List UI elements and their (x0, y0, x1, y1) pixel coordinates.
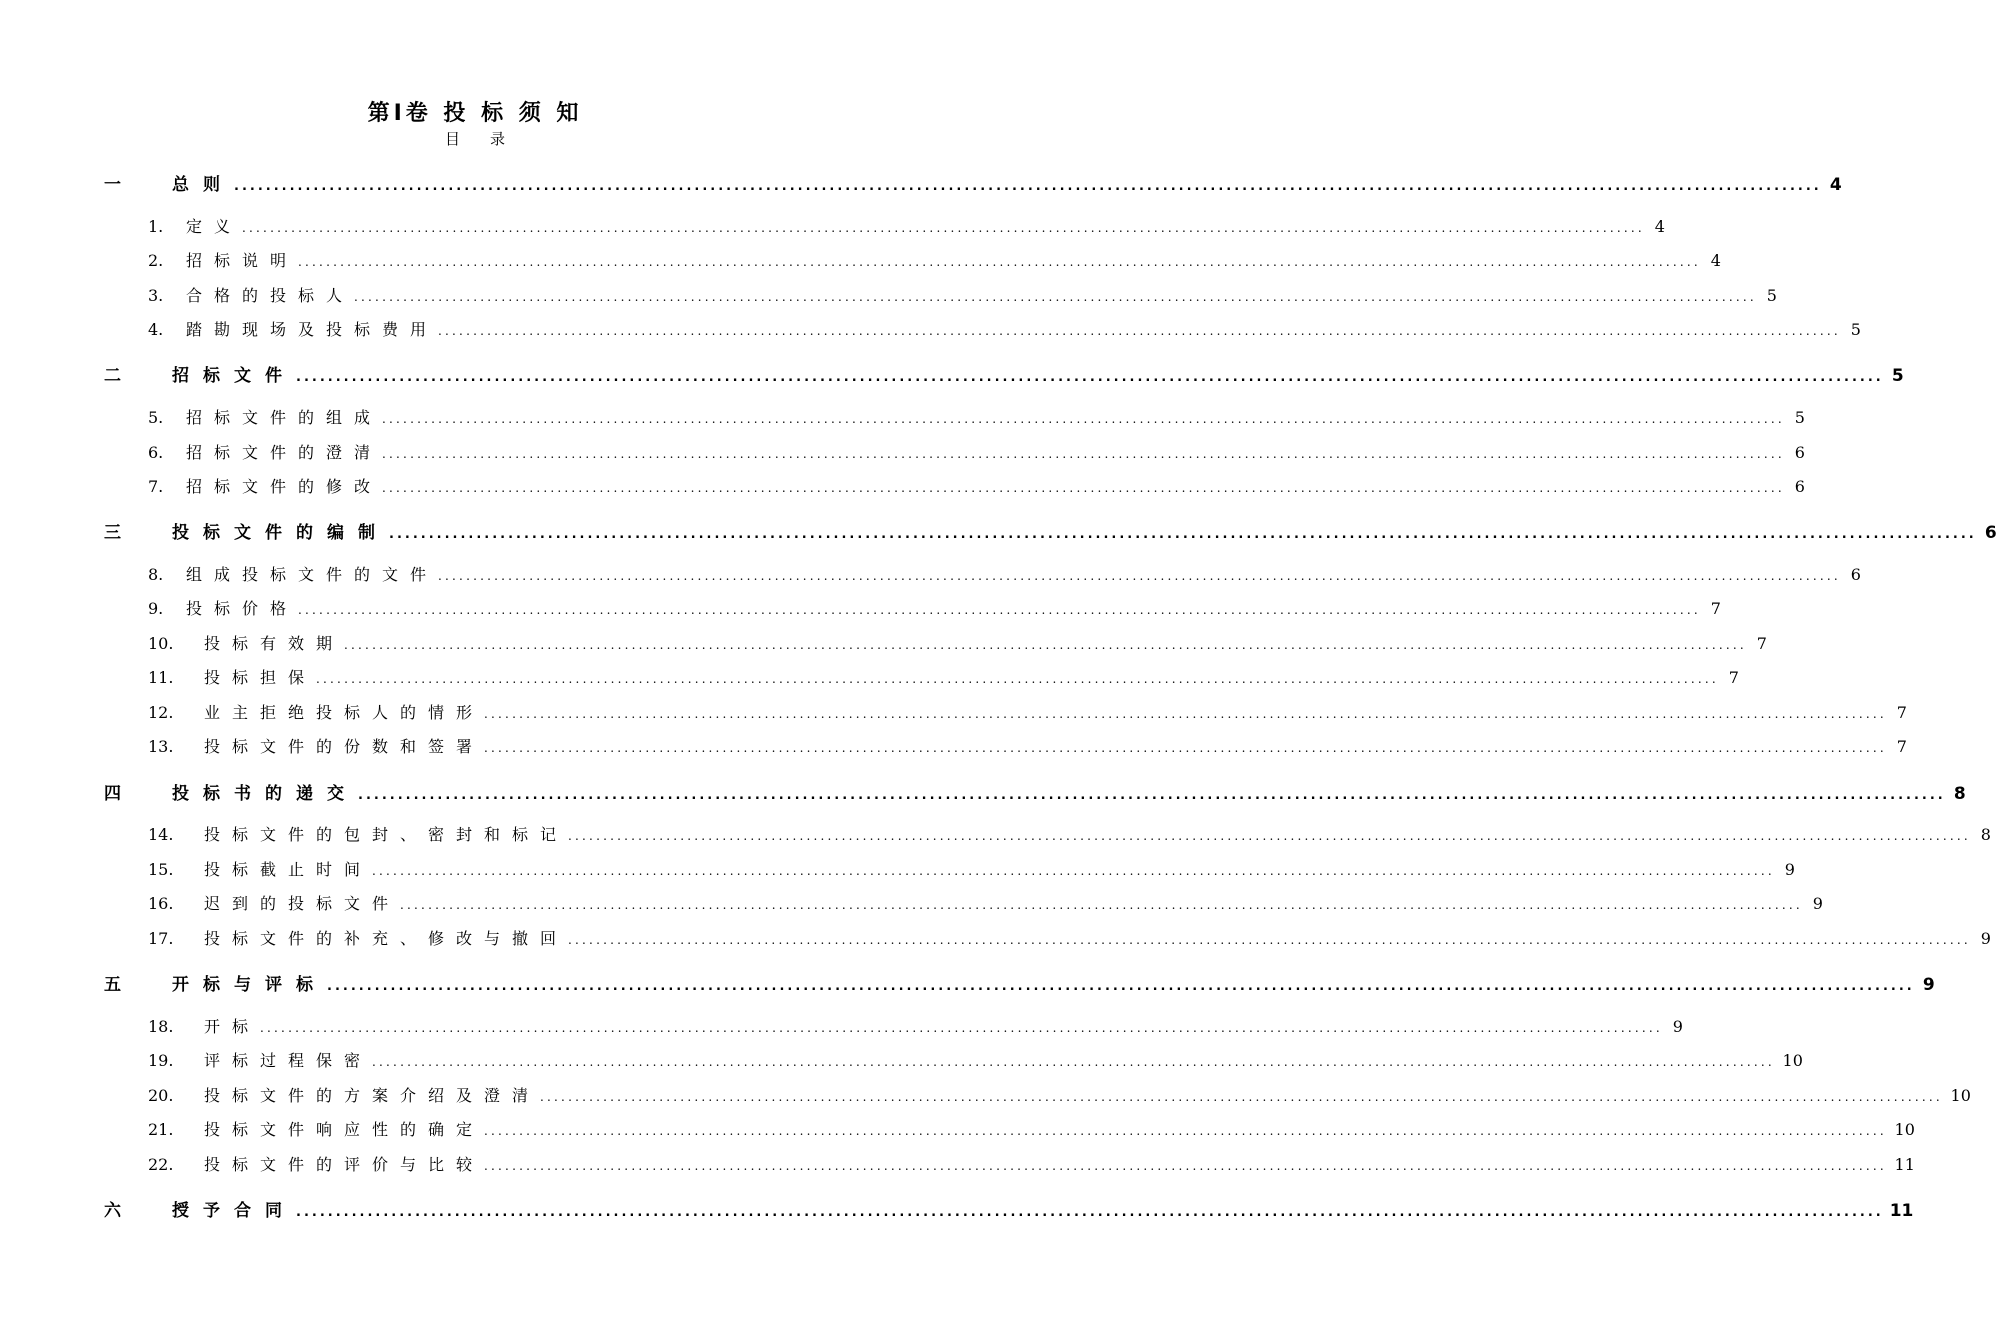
entry-number: 17. (148, 929, 174, 948)
entry-title: 投标文件的份数和签署 (204, 737, 485, 756)
toc-entry-row[interactable] (148, 734, 1907, 757)
page-number: 4 (1829, 175, 1842, 195)
page-number: 6 (1794, 443, 1805, 462)
entry-title: 合格的投标人 (186, 286, 355, 305)
entry-title: 迟到的投标文件 (204, 894, 401, 913)
dot-leader: ........................................................................................................................................................................................................ (484, 1159, 1887, 1173)
page-number: 8 (1980, 825, 1991, 844)
toc-entry-row[interactable] (148, 822, 1991, 845)
dot-leader: ........................................................................................................................................................................................................ (382, 447, 1785, 461)
toc-entry-row[interactable] (148, 214, 1665, 237)
dot-leader: ........................................................................................................................................................................................................ (568, 829, 1971, 843)
toc-entry-row[interactable] (148, 317, 1861, 340)
toc-section-row[interactable] (104, 779, 1966, 804)
entry-number: 18. (148, 1017, 174, 1036)
page-number: 5 (1891, 366, 1904, 386)
toc-entry-row[interactable] (148, 1014, 1683, 1037)
toc-section-row[interactable] (104, 518, 1997, 543)
toc-entry-row[interactable] (148, 283, 1777, 306)
entry-title: 投标文件响应性的确定 (204, 1120, 485, 1139)
entry-title: 招标说明 (186, 251, 299, 270)
page-number: 4 (1654, 217, 1665, 236)
dot-leader: ........................................................................................................................................................................................................ (484, 707, 1887, 721)
section-title: 开标与评标 (172, 975, 327, 995)
entry-number: 11. (148, 668, 174, 687)
entry-title: 投标价格 (186, 599, 299, 618)
entry-number: 21. (148, 1120, 174, 1139)
entry-number: 10. (148, 634, 174, 653)
page-number: 6 (1850, 565, 1861, 584)
entry-title: 投标文件的评价与比较 (204, 1155, 485, 1174)
entry-number: 7. (148, 477, 164, 496)
page-number: 7 (1896, 703, 1907, 722)
entry-title: 定义 (186, 217, 243, 236)
entry-number: 19. (148, 1051, 174, 1070)
dot-leader: ........................................................................................................................................................................................................ (438, 569, 1841, 583)
toc-section-row[interactable] (104, 170, 1842, 195)
entry-number: 20. (148, 1086, 174, 1105)
entry-title: 评标过程保密 (204, 1051, 373, 1070)
page-number: 10 (1950, 1086, 1971, 1105)
entry-number: 22. (148, 1155, 174, 1174)
entry-number: 14. (148, 825, 174, 844)
dot-leader: ........................................................................................................................................................................................................ (242, 221, 1645, 235)
dot-leader: ........................................................................................................................................................................................................ (568, 933, 1971, 947)
section-title: 投标书的递交 (172, 784, 358, 804)
dot-leader: ........................................................................................................................................................................................................ (372, 864, 1775, 878)
section-number: 六 (104, 1201, 121, 1221)
toc-entry-row[interactable] (148, 1117, 1915, 1140)
dot-leader: ........................................................................................................................................................................................................ (438, 324, 1841, 338)
toc-entry-row[interactable] (148, 700, 1907, 723)
toc-entry-row[interactable] (148, 1048, 1803, 1071)
page-number: 9 (1672, 1017, 1683, 1036)
toc-heading: 目录 (444, 130, 535, 148)
entry-title: 招标文件的澄清 (186, 443, 383, 462)
entry-title: 招标文件的修改 (186, 477, 383, 496)
section-number: 二 (104, 366, 121, 386)
dot-leader: ........................................................................................................................................................................................................ (234, 179, 1822, 194)
entry-number: 6. (148, 443, 164, 462)
dot-leader: ........................................................................................................................................................................................................ (296, 370, 1884, 385)
entry-number: 15. (148, 860, 174, 879)
entry-title: 组成投标文件的文件 (186, 565, 439, 584)
entry-title: 投标文件的方案介绍及澄清 (204, 1086, 541, 1105)
dot-leader: ........................................................................................................................................................................................................ (389, 527, 1977, 542)
entry-title: 投标担保 (204, 668, 317, 687)
entry-title: 投标有效期 (204, 634, 345, 653)
toc-entry-row[interactable] (148, 248, 1721, 271)
entry-number: 2. (148, 251, 164, 270)
section-number: 一 (104, 175, 121, 195)
dot-leader: ........................................................................................................................................................................................................ (358, 788, 1946, 803)
toc-entry-row[interactable] (148, 857, 1795, 880)
toc-entry-row[interactable] (148, 665, 1739, 688)
entry-title: 投标截止时间 (204, 860, 373, 879)
dot-leader: ........................................................................................................................................................................................................ (296, 1205, 1884, 1220)
page-number: 7 (1756, 634, 1767, 653)
toc-entry-row[interactable] (148, 631, 1767, 654)
page-number: 5 (1850, 320, 1861, 339)
toc-section-row[interactable] (104, 1196, 1914, 1221)
entry-number: 5. (148, 408, 164, 427)
dot-leader: ........................................................................................................................................................................................................ (382, 481, 1785, 495)
dot-leader: ........................................................................................................................................................................................................ (327, 979, 1915, 994)
toc-entry-row[interactable] (148, 562, 1861, 585)
section-number: 三 (104, 523, 121, 543)
entry-number: 8. (148, 565, 164, 584)
entry-title: 投标文件的包封、密封和标记 (204, 825, 569, 844)
entry-title: 踏勘现场及投标费用 (186, 320, 439, 339)
entry-title: 开标 (204, 1017, 261, 1036)
toc-section-row[interactable] (104, 361, 1904, 386)
section-number: 五 (104, 975, 121, 995)
page-number: 6 (1794, 477, 1805, 496)
dot-leader: ........................................................................................................................................................................................................ (372, 1055, 1775, 1069)
page-number: 7 (1710, 599, 1721, 618)
dot-leader: ........................................................................................................................................................................................................ (354, 290, 1757, 304)
toc-entry-row[interactable] (148, 891, 1823, 914)
section-title: 投标文件的编制 (172, 523, 389, 543)
page-number: 7 (1896, 737, 1907, 756)
section-number: 四 (104, 784, 121, 804)
page-number: 7 (1728, 668, 1739, 687)
page-number: 6 (1984, 523, 1997, 543)
page-number: 5 (1766, 286, 1777, 305)
entry-title: 业主拒绝投标人的情形 (204, 703, 485, 722)
entry-number: 16. (148, 894, 174, 913)
page-number: 9 (1812, 894, 1823, 913)
entry-title: 投标文件的补充、修改与撤回 (204, 929, 569, 948)
page-number: 9 (1980, 929, 1991, 948)
toc-entry-row[interactable] (148, 474, 1805, 497)
page-number: 9 (1922, 975, 1935, 995)
page-number: 5 (1794, 408, 1805, 427)
page-number: 11 (1894, 1155, 1915, 1174)
section-title: 招标文件 (172, 366, 296, 386)
toc-entry-row[interactable] (148, 596, 1721, 619)
toc-entry-row[interactable] (148, 1152, 1915, 1175)
page-title: 第Ⅰ卷 投 标 须 知 (367, 101, 583, 126)
toc-entry-row[interactable] (148, 926, 1991, 949)
dot-leader: ........................................................................................................................................................................................................ (298, 603, 1701, 617)
dot-leader: ........................................................................................................................................................................................................ (316, 672, 1719, 686)
dot-leader: ........................................................................................................................................................................................................ (540, 1090, 1943, 1104)
entry-number: 1. (148, 217, 164, 236)
section-title: 授予合同 (172, 1201, 296, 1221)
page-number: 9 (1784, 860, 1795, 879)
entry-number: 12. (148, 703, 174, 722)
toc-entry-row[interactable] (148, 440, 1805, 463)
dot-leader: ........................................................................................................................................................................................................ (260, 1021, 1663, 1035)
page-number: 8 (1953, 784, 1966, 804)
page-number: 10 (1894, 1120, 1915, 1139)
section-title: 总则 (172, 175, 234, 195)
toc-entry-row[interactable] (148, 405, 1805, 428)
entry-number: 3. (148, 286, 164, 305)
dot-leader: ........................................................................................................................................................................................................ (484, 1124, 1887, 1138)
entry-title: 招标文件的组成 (186, 408, 383, 427)
entry-number: 4. (148, 320, 164, 339)
dot-leader: ........................................................................................................................................................................................................ (382, 412, 1785, 426)
page-number: 11 (1889, 1201, 1914, 1221)
entry-number: 9. (148, 599, 164, 618)
page-number: 4 (1710, 251, 1721, 270)
page-number: 10 (1782, 1051, 1803, 1070)
dot-leader: ........................................................................................................................................................................................................ (344, 638, 1747, 652)
toc-entry-row[interactable] (148, 1083, 1971, 1106)
dot-leader: ........................................................................................................................................................................................................ (400, 898, 1803, 912)
dot-leader: ........................................................................................................................................................................................................ (298, 255, 1701, 269)
entry-number: 13. (148, 737, 174, 756)
dot-leader: ........................................................................................................................................................................................................ (484, 741, 1887, 755)
toc-section-row[interactable] (104, 970, 1935, 995)
